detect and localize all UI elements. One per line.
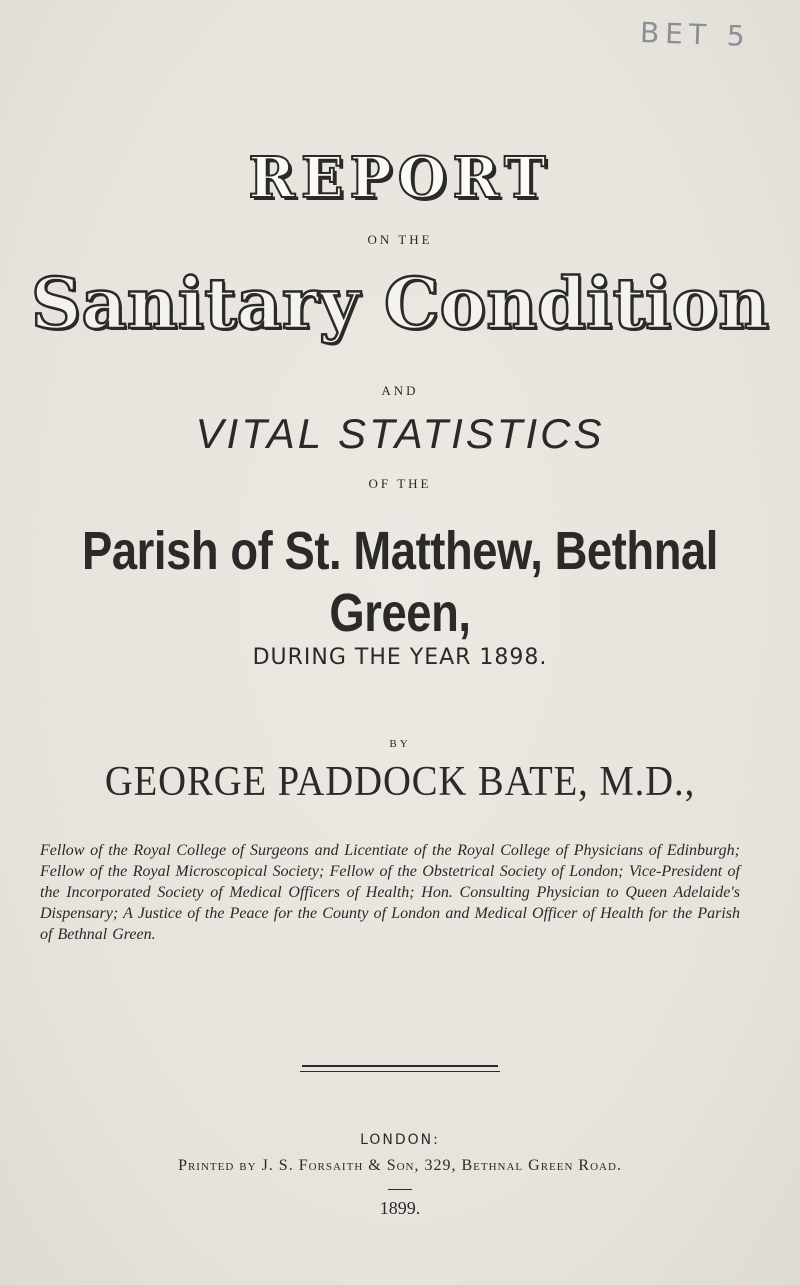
- author-name: GEORGE PADDOCK BATE, M.D.,: [104, 759, 696, 805]
- of-the-label: OF THE: [368, 476, 432, 491]
- author-credentials: Fellow of the Royal College of Surgeons and Licentiate of the Royal College of Physicians of Edinburgh; Fellow of the Royal Microscopical Society; Fellow of the Obstetrical Society of London; Vice-President of the Incorporated Society of Medical Officers of Health; Hon. Consulting Physician to Queen Adelaide's Dispensary; A Justice of the Peace for the County of London and Medical Officer of Health for the Parish of Bethnal Green.: [40, 842, 740, 943]
- by-label: BY: [389, 738, 411, 750]
- handwritten-shelfmark: BET 5: [639, 16, 752, 53]
- subtitle-heading: VITAL STATISTICS: [195, 410, 605, 457]
- imprint-year: 1899.: [379, 1198, 421, 1218]
- on-the-label: ON THE: [367, 232, 433, 247]
- parish-heading: Parish of St. Matthew, Bethnal Green,: [82, 521, 718, 643]
- imprint-place: LONDON:: [360, 1132, 440, 1148]
- and-label: AND: [381, 383, 419, 398]
- report-heading: REPORT: [248, 145, 552, 211]
- divider-rule-thin: [300, 1071, 500, 1072]
- imprint-rule: [388, 1189, 412, 1190]
- divider-rule: [302, 1065, 498, 1067]
- imprint-printer: Printed by J. S. Forsaith & Son, 329, Bethnal Green Road.: [178, 1157, 622, 1174]
- year-line: DURING THE YEAR 1898.: [252, 645, 548, 670]
- subject-heading: Sanitary Condition: [30, 262, 770, 345]
